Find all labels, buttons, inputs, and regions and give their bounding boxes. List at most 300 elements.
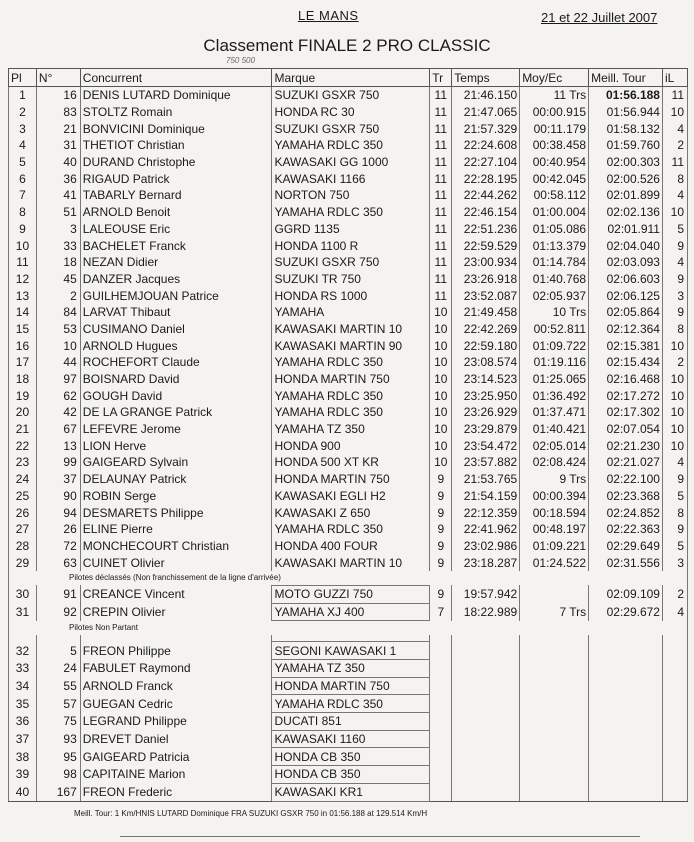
concurrent-cell: DESMARETS Philippe [80, 504, 272, 521]
table-row [9, 204, 688, 221]
position-cell: 8 [9, 204, 37, 221]
empty-cell [662, 748, 687, 766]
position-cell: 38 [9, 748, 37, 766]
best-lap-cell: 02:00.526 [589, 170, 663, 187]
gap-cell: 01:40.768 [520, 271, 589, 288]
time-cell: 23:29.879 [452, 421, 520, 438]
marque-cell: SUZUKI GSXR 750 [272, 254, 430, 271]
footer-best-lap: Meill. Tour: 1 Km/HNIS LUTARD Dominique FRA SUZUKI GSXR 750 in 01:56.188 at 129.514 Km/H [74, 809, 428, 818]
best-lap-cell: 02:00.303 [589, 154, 663, 171]
empty-cell [662, 660, 687, 678]
time-cell: 23:25.950 [452, 387, 520, 404]
gap-cell: 01:40.421 [520, 421, 589, 438]
il-cell: 4 [662, 187, 687, 204]
laps-cell: 11 [430, 271, 452, 288]
concurrent-cell: ARNOLD Franck [80, 677, 272, 695]
gap-cell: 7 Trs [520, 603, 589, 621]
table-row [9, 137, 688, 154]
time-cell: 21:49.458 [452, 304, 520, 321]
position-cell: 14 [9, 304, 37, 321]
laps-cell: 10 [430, 404, 452, 421]
table-row [9, 104, 688, 121]
table-row [9, 603, 688, 621]
time-cell: 23:02.986 [452, 538, 520, 555]
table-row [9, 695, 688, 713]
number-cell: 93 [36, 730, 80, 748]
best-lap-cell: 02:15.381 [589, 337, 663, 354]
empty-cell [662, 677, 687, 695]
il-cell: 9 [662, 271, 687, 288]
number-cell: 98 [36, 766, 80, 784]
concurrent-cell: GUEGAN Cedric [80, 695, 272, 713]
empty-cell [430, 766, 452, 784]
empty-cell [589, 748, 663, 766]
divider-line [120, 836, 640, 837]
concurrent-cell: CUINET Olivier [80, 554, 272, 571]
il-cell: 10 [662, 204, 687, 221]
marque-cell: HONDA MARTIN 750 [272, 471, 430, 488]
table-row [9, 337, 688, 354]
time-cell: 23:26.918 [452, 271, 520, 288]
empty-cell [589, 713, 663, 731]
empty-cell [662, 783, 687, 801]
note-non-partant-text: Pilotes Non Partant [9, 621, 688, 636]
best-lap-cell: 02:17.272 [589, 387, 663, 404]
best-lap-cell: 02:17.302 [589, 404, 663, 421]
concurrent-cell: RIGAUD Patrick [80, 170, 272, 187]
number-cell: 18 [36, 254, 80, 271]
table-row [9, 287, 688, 304]
marque-cell: KAWASAKI KR1 [272, 783, 430, 801]
gap-cell [520, 585, 589, 603]
marque-cell: HONDA 900 [272, 437, 430, 454]
position-cell: 23 [9, 454, 37, 471]
time-cell: 22:41.962 [452, 521, 520, 538]
time-cell: 21:53.765 [452, 471, 520, 488]
number-cell: 31 [36, 137, 80, 154]
position-cell: 32 [9, 642, 37, 660]
best-lap-cell: 02:24.852 [589, 504, 663, 521]
table-row [9, 354, 688, 371]
position-cell: 7 [9, 187, 37, 204]
best-lap-cell: 01:56.188 [589, 87, 663, 104]
empty-cell [520, 730, 589, 748]
marque-cell: HONDA CB 350 [272, 748, 430, 766]
best-lap-cell: 02:21.230 [589, 437, 663, 454]
best-lap-cell: 02:29.672 [589, 603, 663, 621]
number-cell: 75 [36, 713, 80, 731]
concurrent-cell: LEFEVRE Jerome [80, 421, 272, 438]
position-cell: 1 [9, 87, 37, 104]
position-cell: 18 [9, 371, 37, 388]
il-cell: 8 [662, 170, 687, 187]
empty-cell [430, 642, 452, 660]
position-cell: 39 [9, 766, 37, 784]
col-header-il: iL [662, 69, 687, 87]
position-cell: 29 [9, 554, 37, 571]
laps-cell: 10 [430, 321, 452, 338]
gap-cell: 01:19.116 [520, 354, 589, 371]
marque-cell: MOTO GUZZI 750 [272, 585, 430, 603]
il-cell: 3 [662, 287, 687, 304]
position-cell: 37 [9, 730, 37, 748]
empty-cell [430, 748, 452, 766]
best-lap-cell: 02:09.109 [589, 585, 663, 603]
race-location: LE MANS [298, 8, 359, 23]
empty-cell [452, 660, 520, 678]
table-row [9, 304, 688, 321]
gap-cell: 00:18.594 [520, 504, 589, 521]
position-cell: 28 [9, 538, 37, 555]
laps-cell: 11 [430, 221, 452, 238]
position-cell: 4 [9, 137, 37, 154]
table-row [9, 387, 688, 404]
concurrent-cell: CAPITAINE Marion [80, 766, 272, 784]
gap-cell: 01:36.492 [520, 387, 589, 404]
marque-cell: SUZUKI GSXR 750 [272, 120, 430, 137]
position-cell: 22 [9, 437, 37, 454]
position-cell: 33 [9, 660, 37, 678]
il-cell: 4 [662, 603, 687, 621]
il-cell: 9 [662, 471, 687, 488]
laps-cell: 9 [430, 554, 452, 571]
gap-cell: 00:42.045 [520, 170, 589, 187]
concurrent-cell: ROBIN Serge [80, 488, 272, 505]
number-cell: 40 [36, 154, 80, 171]
gap-cell: 00:00.915 [520, 104, 589, 121]
best-lap-cell: 02:31.556 [589, 554, 663, 571]
number-cell: 21 [36, 120, 80, 137]
col-header-tr: Tr [430, 69, 452, 87]
empty-cell [452, 766, 520, 784]
table-row [9, 421, 688, 438]
concurrent-cell: MONCHECOURT Christian [80, 538, 272, 555]
table-row [9, 538, 688, 555]
best-lap-cell: 02:03.093 [589, 254, 663, 271]
position-cell: 21 [9, 421, 37, 438]
concurrent-cell: DREVET Daniel [80, 730, 272, 748]
time-cell: 22:46.154 [452, 204, 520, 221]
position-cell: 20 [9, 404, 37, 421]
laps-cell: 10 [430, 387, 452, 404]
number-cell: 67 [36, 421, 80, 438]
number-cell: 10 [36, 337, 80, 354]
best-lap-cell: 01:56.944 [589, 104, 663, 121]
marque-cell: KAWASAKI MARTIN 10 [272, 554, 430, 571]
position-cell: 17 [9, 354, 37, 371]
number-cell: 99 [36, 454, 80, 471]
il-cell: 10 [662, 104, 687, 121]
position-cell: 35 [9, 695, 37, 713]
gap-cell: 00:38.458 [520, 137, 589, 154]
results-table [8, 68, 688, 802]
position-cell: 12 [9, 271, 37, 288]
il-cell: 2 [662, 137, 687, 154]
table-row [9, 488, 688, 505]
table-row [9, 187, 688, 204]
best-lap-cell: 02:06.603 [589, 271, 663, 288]
marque-cell: KAWASAKI MARTIN 90 [272, 337, 430, 354]
time-cell: 22:42.269 [452, 321, 520, 338]
marque-cell: SEGONI KAWASAKI 1 [272, 642, 430, 660]
empty-cell [662, 730, 687, 748]
number-cell: 42 [36, 404, 80, 421]
empty-cell [589, 677, 663, 695]
laps-cell: 10 [430, 304, 452, 321]
table-row [9, 237, 688, 254]
concurrent-cell: DENIS LUTARD Dominique [80, 87, 272, 104]
marque-cell: SUZUKI TR 750 [272, 271, 430, 288]
position-cell: 9 [9, 221, 37, 238]
concurrent-cell: BONVICINI Dominique [80, 120, 272, 137]
time-cell: 23:14.523 [452, 371, 520, 388]
best-lap-cell: 02:16.468 [589, 371, 663, 388]
il-cell: 10 [662, 421, 687, 438]
il-cell: 2 [662, 354, 687, 371]
table-row [9, 748, 688, 766]
empty-cell [430, 695, 452, 713]
laps-cell: 7 [430, 603, 452, 621]
concurrent-cell: DELAUNAY Patrick [80, 471, 272, 488]
il-cell: 4 [662, 120, 687, 137]
marque-cell: DUCATI 851 [272, 713, 430, 731]
laps-cell: 9 [430, 521, 452, 538]
empty-cell [430, 713, 452, 731]
best-lap-cell: 02:22.100 [589, 471, 663, 488]
col-header-best-lap: Meill. Tour [589, 69, 663, 87]
marque-cell: HONDA CB 350 [272, 766, 430, 784]
empty-cell [520, 713, 589, 731]
number-cell: 94 [36, 504, 80, 521]
time-cell: 19:57.942 [452, 585, 520, 603]
il-cell: 10 [662, 337, 687, 354]
marque-cell: YAMAHA RDLC 350 [272, 354, 430, 371]
concurrent-cell: ROCHEFORT Claude [80, 354, 272, 371]
empty-cell [452, 730, 520, 748]
marque-cell: YAMAHA RDLC 350 [272, 137, 430, 154]
il-cell: 11 [662, 87, 687, 104]
table-row [9, 504, 688, 521]
table-row [9, 437, 688, 454]
gap-cell: 02:08.424 [520, 454, 589, 471]
il-cell: 10 [662, 371, 687, 388]
number-cell: 84 [36, 304, 80, 321]
time-cell: 22:27.104 [452, 154, 520, 171]
time-cell: 22:59.529 [452, 237, 520, 254]
number-cell: 53 [36, 321, 80, 338]
number-cell: 83 [36, 104, 80, 121]
marque-cell: HONDA RS 1000 [272, 287, 430, 304]
marque-cell: YAMAHA TZ 350 [272, 660, 430, 678]
concurrent-cell: ELINE Pierre [80, 521, 272, 538]
position-cell: 34 [9, 677, 37, 695]
laps-cell: 9 [430, 488, 452, 505]
time-cell: 22:51.236 [452, 221, 520, 238]
number-cell: 167 [36, 783, 80, 801]
best-lap-cell: 02:23.368 [589, 488, 663, 505]
gap-cell: 00:58.112 [520, 187, 589, 204]
time-cell: 22:28.195 [452, 170, 520, 187]
position-cell: 36 [9, 713, 37, 731]
time-cell: 23:18.287 [452, 554, 520, 571]
table-row [9, 321, 688, 338]
best-lap-cell: 02:29.649 [589, 538, 663, 555]
empty-cell [589, 695, 663, 713]
gap-cell: 10 Trs [520, 304, 589, 321]
time-cell: 23:26.929 [452, 404, 520, 421]
table-row [9, 471, 688, 488]
marque-cell: HONDA MARTIN 750 [272, 371, 430, 388]
number-cell: 63 [36, 554, 80, 571]
position-cell: 10 [9, 237, 37, 254]
laps-cell: 9 [430, 538, 452, 555]
il-cell: 8 [662, 321, 687, 338]
gap-cell: 01:05.086 [520, 221, 589, 238]
marque-cell: KAWASAKI EGLI H2 [272, 488, 430, 505]
best-lap-cell: 02:21.027 [589, 454, 663, 471]
marque-cell: GGRD 1135 [272, 221, 430, 238]
concurrent-cell: CUSIMANO Daniel [80, 321, 272, 338]
marque-cell: HONDA 400 FOUR [272, 538, 430, 555]
position-cell: 30 [9, 585, 37, 603]
empty-cell [430, 783, 452, 801]
table-row [9, 371, 688, 388]
empty-cell [520, 695, 589, 713]
laps-cell: 10 [430, 454, 452, 471]
marque-cell: YAMAHA RDLC 350 [272, 204, 430, 221]
number-cell: 37 [36, 471, 80, 488]
number-cell: 41 [36, 187, 80, 204]
table-row [9, 221, 688, 238]
concurrent-cell: GUILHEMJOUAN Patrice [80, 287, 272, 304]
concurrent-cell: LARVAT Thibaut [80, 304, 272, 321]
time-cell: 23:57.882 [452, 454, 520, 471]
table-row [9, 170, 688, 187]
empty-cell [452, 748, 520, 766]
marque-cell: YAMAHA [272, 304, 430, 321]
number-cell: 91 [36, 585, 80, 603]
laps-cell: 11 [430, 154, 452, 171]
gap-cell: 01:25.065 [520, 371, 589, 388]
il-cell: 9 [662, 521, 687, 538]
concurrent-cell: THETIOT Christian [80, 137, 272, 154]
time-cell: 22:59.180 [452, 337, 520, 354]
empty-cell [452, 695, 520, 713]
il-cell: 5 [662, 488, 687, 505]
number-cell: 26 [36, 521, 80, 538]
position-cell: 13 [9, 287, 37, 304]
time-cell: 23:52.087 [452, 287, 520, 304]
table-row [9, 254, 688, 271]
concurrent-cell: NEZAN Didier [80, 254, 272, 271]
gap-cell: 01:14.784 [520, 254, 589, 271]
laps-cell: 9 [430, 471, 452, 488]
table-row [9, 642, 688, 660]
position-cell: 27 [9, 521, 37, 538]
empty-cell [452, 677, 520, 695]
number-cell: 95 [36, 748, 80, 766]
laps-cell: 11 [430, 204, 452, 221]
time-cell: 21:57.329 [452, 120, 520, 137]
marque-cell: YAMAHA RDLC 350 [272, 695, 430, 713]
table-row [9, 271, 688, 288]
best-lap-cell: 02:15.434 [589, 354, 663, 371]
table-row [9, 766, 688, 784]
empty-cell [520, 748, 589, 766]
gap-cell: 02:05.937 [520, 287, 589, 304]
time-cell: 21:54.159 [452, 488, 520, 505]
number-cell: 13 [36, 437, 80, 454]
marque-cell: NORTON 750 [272, 187, 430, 204]
concurrent-cell: ARNOLD Benoit [80, 204, 272, 221]
marque-cell: KAWASAKI Z 650 [272, 504, 430, 521]
page-title: Classement FINALE 2 PRO CLASSIC [203, 36, 491, 55]
number-cell: 24 [36, 660, 80, 678]
concurrent-cell: FREON Frederic [80, 783, 272, 801]
number-cell: 5 [36, 642, 80, 660]
race-dates: 21 et 22 Juillet 2007 [541, 10, 658, 25]
il-cell: 10 [662, 404, 687, 421]
table-row [9, 87, 688, 104]
marque-cell: YAMAHA RDLC 350 [272, 404, 430, 421]
table-row [9, 554, 688, 571]
number-cell: 51 [36, 204, 80, 221]
gap-cell: 00:11.179 [520, 120, 589, 137]
position-cell: 6 [9, 170, 37, 187]
number-cell: 44 [36, 354, 80, 371]
il-cell: 4 [662, 454, 687, 471]
time-cell: 23:08.574 [452, 354, 520, 371]
number-cell: 90 [36, 488, 80, 505]
concurrent-cell: ARNOLD Hugues [80, 337, 272, 354]
il-cell: 9 [662, 237, 687, 254]
concurrent-cell: DURAND Christophe [80, 154, 272, 171]
table-row [9, 730, 688, 748]
time-cell: 18:22.989 [452, 603, 520, 621]
concurrent-cell: BACHELET Franck [80, 237, 272, 254]
best-lap-cell: 02:05.864 [589, 304, 663, 321]
il-cell: 11 [662, 154, 687, 171]
laps-cell: 9 [430, 585, 452, 603]
table-row [9, 585, 688, 603]
empty-cell [520, 642, 589, 660]
note-non-partant [9, 621, 688, 636]
empty-cell [589, 642, 663, 660]
laps-cell: 10 [430, 371, 452, 388]
laps-cell: 9 [430, 504, 452, 521]
gap-cell: 00:48.197 [520, 521, 589, 538]
marque-cell: YAMAHA TZ 350 [272, 421, 430, 438]
gap-cell: 00:00.394 [520, 488, 589, 505]
empty-cell [452, 642, 520, 660]
number-cell: 2 [36, 287, 80, 304]
concurrent-cell: GOUGH David [80, 387, 272, 404]
concurrent-cell: LION Herve [80, 437, 272, 454]
note-declasses-text: Pilotes déclassés (Non franchissement de la ligne d'arrivée) [9, 571, 688, 586]
table-row [9, 677, 688, 695]
best-lap-cell: 01:58.132 [589, 120, 663, 137]
gap-cell: 01:24.522 [520, 554, 589, 571]
position-cell: 24 [9, 471, 37, 488]
marque-cell: KAWASAKI 1166 [272, 170, 430, 187]
marque-cell: KAWASAKI GG 1000 [272, 154, 430, 171]
laps-cell: 10 [430, 421, 452, 438]
marque-cell: HONDA 1100 R [272, 237, 430, 254]
position-cell: 3 [9, 120, 37, 137]
gap-cell: 01:37.471 [520, 404, 589, 421]
empty-cell [589, 766, 663, 784]
position-cell: 5 [9, 154, 37, 171]
